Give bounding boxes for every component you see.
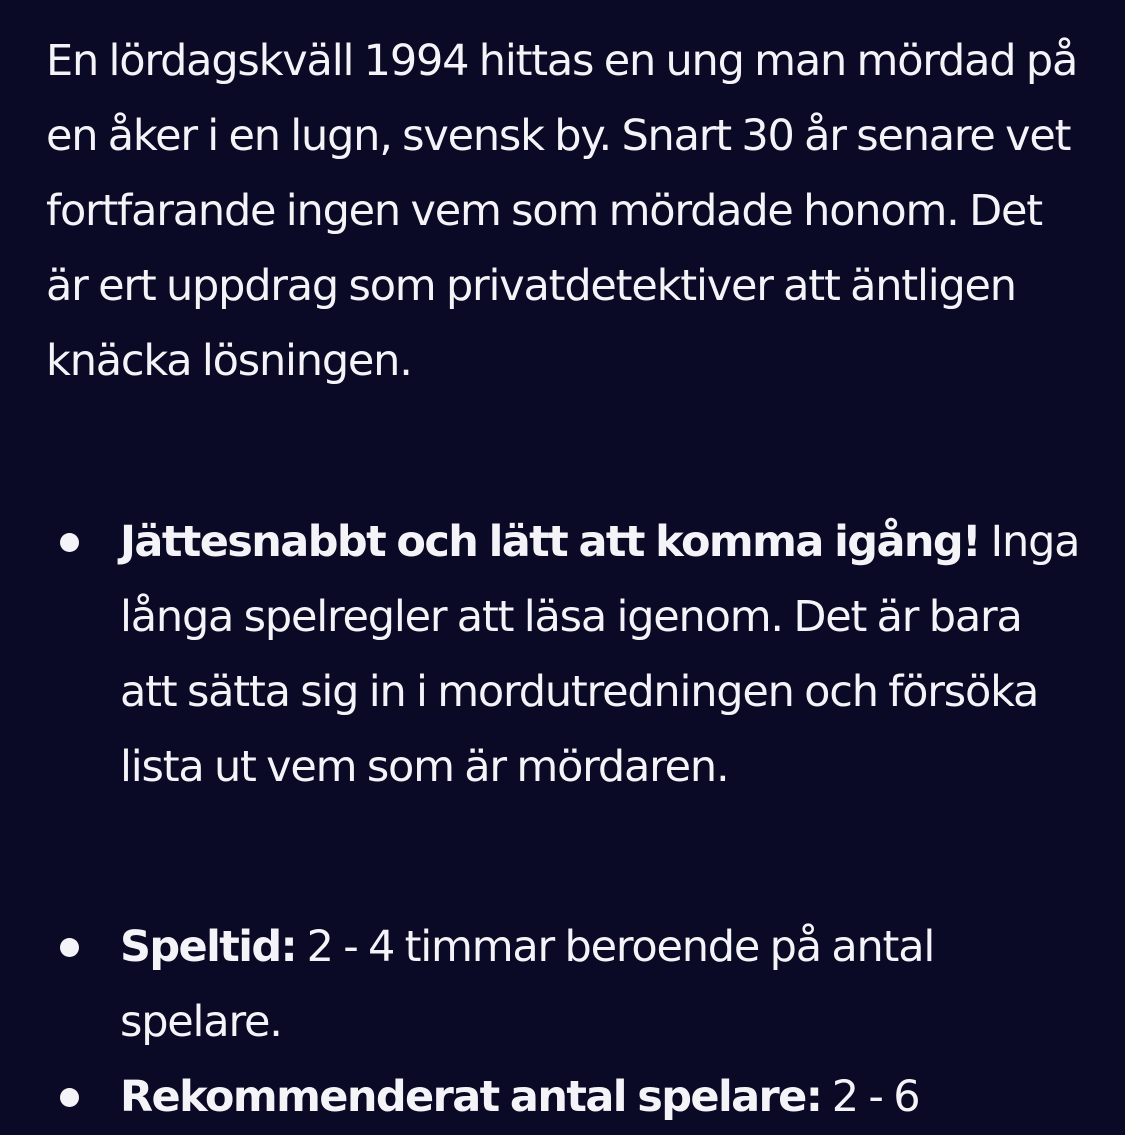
feature-text: 2 - 6 xyxy=(821,1072,920,1122)
feature-text: Inga långa spelregler att läsa igenom. Det är bara att sätta sig in i mordutredningen och försöka lista ut vem som är mördaren. xyxy=(120,517,1080,792)
bullet-icon xyxy=(60,533,79,552)
intro-paragraph: En lördagskväll 1994 hittas en ung man mördad på en åker i en lugn, svensk by. Snart 30 år senare vet fortfarande ingen vem som mördade honom. Det är ert uppdrag som privatdetektiver att äntligen knäcka lösningen. xyxy=(46,36,1078,386)
feature-item-quick-start xyxy=(120,505,1080,805)
bullet-icon xyxy=(60,938,79,957)
feature-heading: Speltid: xyxy=(120,922,297,972)
bullet-icon xyxy=(60,1088,79,1107)
feature-heading: Jättesnabbt och lätt att komma igång! xyxy=(120,517,981,567)
feature-heading: Rekommenderat antal spelare: xyxy=(120,1072,822,1122)
product-description xyxy=(46,24,1086,399)
feature-text: 2 - 4 timmar beroende på antal spelare. xyxy=(120,922,935,1047)
feature-item-play-time xyxy=(120,910,1080,1060)
feature-item-player-count xyxy=(120,1060,1080,1135)
